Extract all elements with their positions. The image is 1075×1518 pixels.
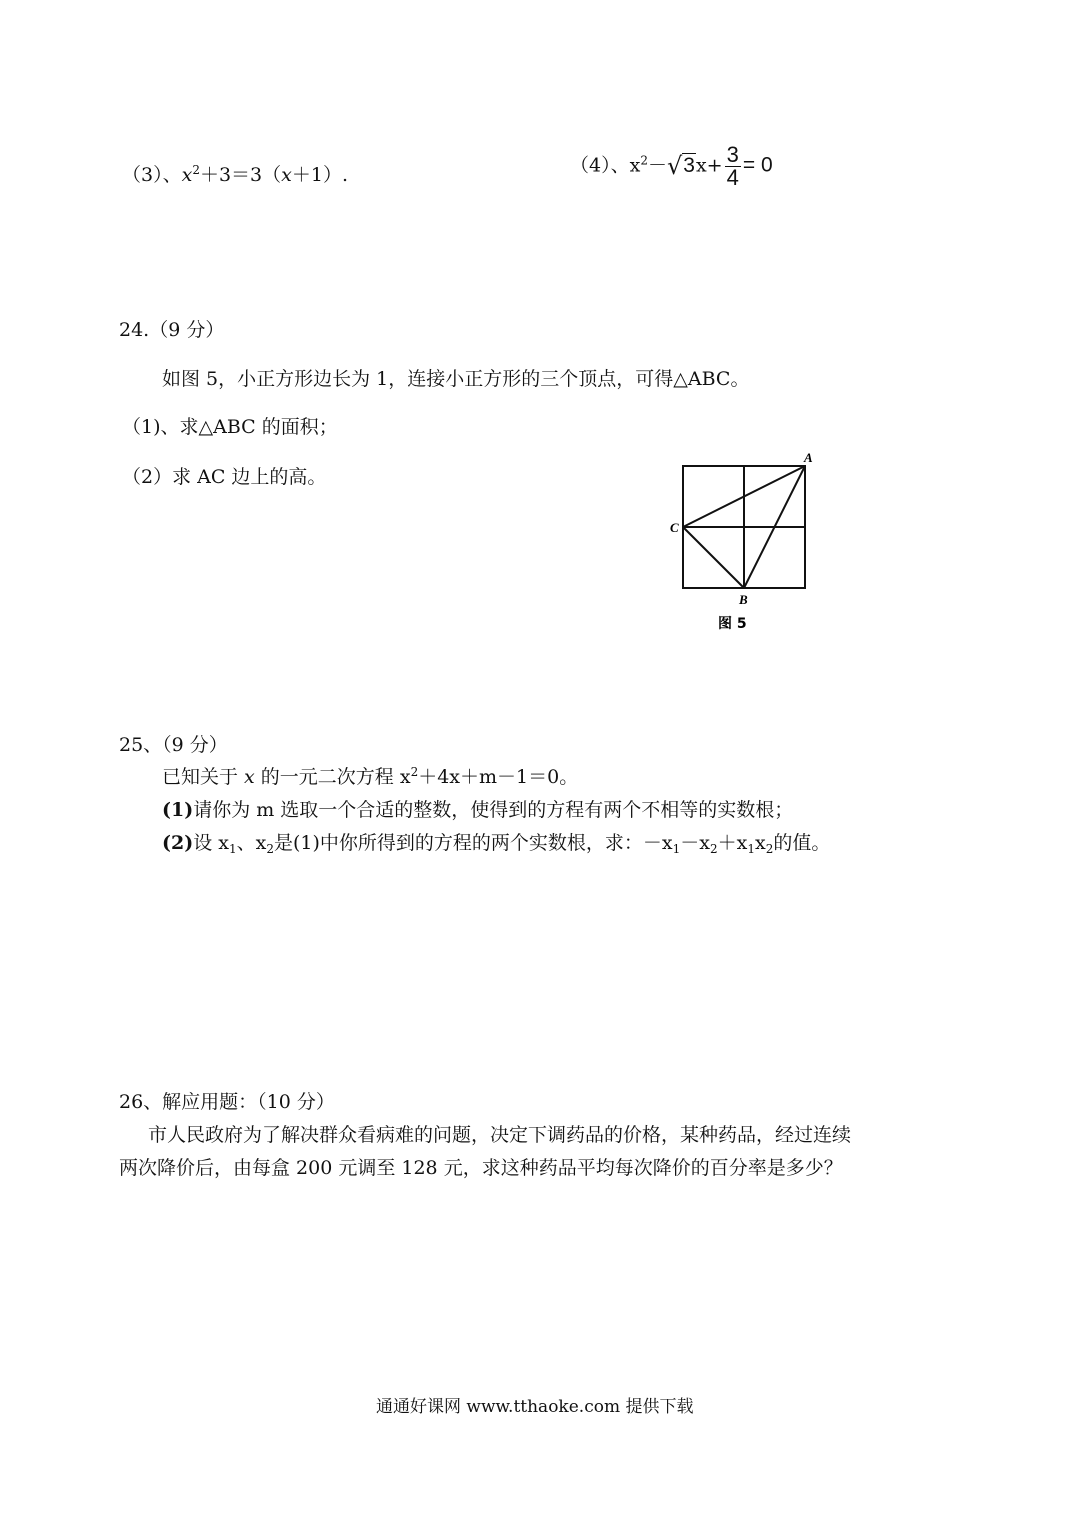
- figure-5-grid-triangle: [664, 448, 844, 638]
- q24-part1: （1)、求△ABC 的面积；: [122, 416, 338, 438]
- q25-part1: (1)请你为 m 选取一个合适的整数，使得到的方程有两个不相等的实数根；: [162, 799, 794, 821]
- q26-line2: 两次降价后，由每盒 200 元调至 128 元，求这种药品平均每次降价的百分率是多少？: [119, 1157, 843, 1179]
- q25-heading: 25、（9 分）: [119, 734, 228, 756]
- figure-caption: 图 5: [718, 616, 747, 632]
- label-c: C: [670, 520, 679, 535]
- segment-cb: [683, 527, 744, 588]
- q23-part3-equation: （3）、$x^2+3=3(x+1)$.: [122, 163, 348, 186]
- q24-intro: 如图 5，小正方形边长为 1，连接小正方形的三个顶点，可得△ABC。: [162, 368, 750, 390]
- fraction: $\frac{3}{4}$: [726, 142, 739, 190]
- q24-part2: （2）求 AC 边上的高。: [122, 466, 327, 488]
- label-b: B: [739, 592, 748, 607]
- label-a: A: [804, 450, 813, 465]
- q24-heading: 24.（9 分）: [119, 319, 225, 341]
- q26-line1: 市人民政府为了解决群众看病难的问题，决定下调药品的价格，某种药品，经过连续: [148, 1124, 852, 1146]
- sqrt-symbol: √: [666, 151, 683, 180]
- radicand: 3: [683, 153, 695, 177]
- q23-part4-equation: （4）、$x^2-√3x+$ $\frac{3}{4}$ = 0: [570, 142, 773, 190]
- footer-source: 通通好课网 www.tthaoke.com 提供下载: [376, 1397, 694, 1417]
- q25-part2: (2)设 $x_1$、$x_2$是(1)中你所得到的方程的两个实数根，求：$-x_1-x_2+x_1x_2$的值。: [162, 832, 831, 856]
- q26-heading: 26、解应用题：（10 分）: [119, 1091, 335, 1113]
- q25-intro: 已知关于 x 的一元二次方程 $x^2+4x+m-1=0$。: [162, 765, 579, 788]
